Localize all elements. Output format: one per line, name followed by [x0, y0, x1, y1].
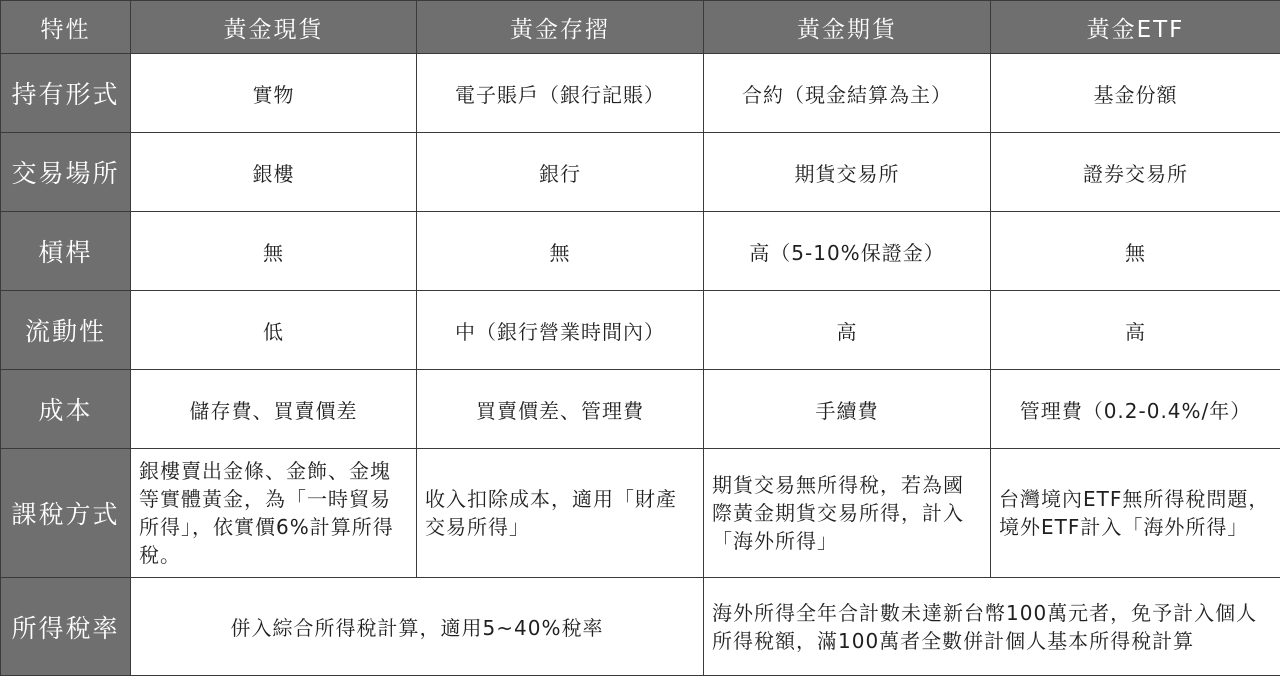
table-cell: 無: [991, 212, 1280, 291]
table-row: [1, 133, 1280, 212]
tax-rate-merged-cell: 併入綜合所得稅計算，適用5~40%稅率: [131, 578, 704, 676]
table-cell: 無: [131, 212, 417, 291]
overseas-income-merged-cell: 海外所得全年合計數未達新台幣100萬元者，免予計入個人所得稅額，滿100萬者全數併計個人基本所得稅計算: [704, 578, 1280, 676]
row-label: 所得稅率: [1, 578, 131, 676]
table-cell: 高: [991, 291, 1280, 370]
table-cell: 高（5-10%保證金）: [704, 212, 991, 291]
table-cell: 證券交易所: [991, 133, 1280, 212]
table-cell: 電子賬戶（銀行記賬）: [417, 54, 704, 133]
table-cell: 銀行: [417, 133, 704, 212]
table-cell: 台灣境內ETF無所得稅問題，境外ETF計入「海外所得」: [991, 449, 1280, 578]
table-cell: 期貨交易所: [704, 133, 991, 212]
table-cell: 銀樓賣出金條、金飾、金塊等實體黃金，為「一時貿易所得」，依實價6%計算所得稅。: [131, 449, 417, 578]
row-label: 交易場所: [1, 133, 131, 212]
tax-rate-row: [1, 578, 1280, 676]
table-cell: 高: [704, 291, 991, 370]
header-feature: 特性: [1, 1, 131, 54]
table-cell: 合約（現金結算為主）: [704, 54, 991, 133]
table-row: [1, 291, 1280, 370]
table-cell: 低: [131, 291, 417, 370]
table-row: [1, 54, 1280, 133]
table-cell: 收入扣除成本，適用「財產交易所得」: [417, 449, 704, 578]
table-cell: 無: [417, 212, 704, 291]
table-cell: 中（銀行營業時間內）: [417, 291, 704, 370]
table-cell: 基金份額: [991, 54, 1280, 133]
table-cell: 手續費: [704, 370, 991, 449]
table-row: [1, 449, 1280, 578]
table-cell: 買賣價差、管理費: [417, 370, 704, 449]
table-cell: 實物: [131, 54, 417, 133]
header-gold-futures: 黃金期貨: [704, 1, 991, 54]
header-gold-passbook: 黃金存摺: [417, 1, 704, 54]
row-label: 課稅方式: [1, 449, 131, 578]
row-label: 流動性: [1, 291, 131, 370]
row-label: 槓桿: [1, 212, 131, 291]
table-row: [1, 370, 1280, 449]
table-cell: 管理費（0.2-0.4%/年）: [991, 370, 1280, 449]
row-label: 成本: [1, 370, 131, 449]
table-cell: 儲存費、買賣價差: [131, 370, 417, 449]
table-cell: 期貨交易無所得稅，若為國際黃金期貨交易所得，計入「海外所得」: [704, 449, 991, 578]
table-row: [1, 212, 1280, 291]
row-label: 持有形式: [1, 54, 131, 133]
header-gold-spot: 黃金現貨: [131, 1, 417, 54]
header-gold-etf: 黃金ETF: [991, 1, 1280, 54]
table-cell: 銀樓: [131, 133, 417, 212]
header-row: [1, 1, 1280, 54]
